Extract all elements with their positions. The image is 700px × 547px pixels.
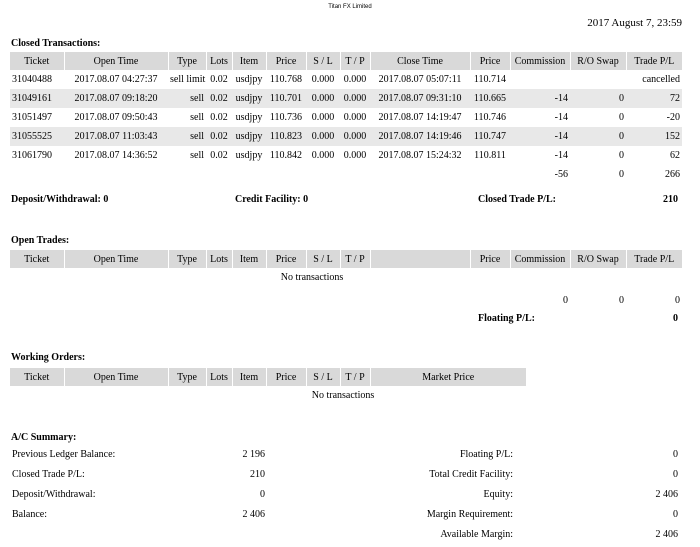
open-empty-message: No transactions: [280, 272, 344, 283]
column-header: Item: [232, 368, 266, 386]
table-cell: 2017.08.07 15:24:32: [378, 150, 462, 161]
ac-summary-title: A/C Summary:: [11, 432, 77, 443]
table-cell: 110.768: [269, 74, 303, 85]
open-trades-title: Open Trades:: [11, 235, 70, 246]
table-cell: 0.000: [340, 89, 370, 108]
column-header: Open Time: [64, 52, 168, 70]
column-header: Price: [266, 250, 306, 268]
column-header: Type: [168, 368, 206, 386]
summary-value: 0: [673, 509, 678, 520]
summary-value: 0: [673, 469, 678, 480]
closed-transactions-table: [10, 52, 682, 184]
credit-facility-label: Credit Facility: 0: [235, 194, 309, 205]
table-cell: sell: [168, 127, 206, 146]
summary-label: Deposit/Withdrawal:: [12, 489, 96, 500]
table-cell: 31040488: [12, 74, 52, 85]
table-cell: [510, 70, 570, 89]
table-cell: 72: [626, 89, 682, 108]
column-header: Open Time: [64, 250, 168, 268]
summary-label: Total Credit Facility:: [429, 469, 513, 480]
summary-label: Closed Trade P/L:: [12, 469, 85, 480]
column-header: Commission: [510, 52, 570, 70]
table-cell: 31051497: [12, 112, 52, 123]
table-row: [10, 127, 682, 146]
table-cell: 0.000: [311, 112, 335, 123]
working-empty-message: No transactions: [311, 390, 375, 401]
table-row: [10, 146, 682, 165]
column-header: Lots: [206, 52, 232, 70]
table-cell: usdjpy: [232, 127, 266, 146]
table-row: [10, 108, 682, 127]
summary-value: 0: [673, 449, 678, 460]
column-header: R/O Swap: [570, 52, 626, 70]
table-cell: 0: [570, 89, 626, 108]
column-header: S / L: [306, 52, 340, 70]
column-header: S / L: [306, 250, 340, 268]
column-header: Open Time: [64, 368, 168, 386]
table-cell: 110.736: [269, 112, 303, 123]
table-cell: 0.02: [206, 127, 232, 146]
summary-value: 2 406: [655, 489, 678, 500]
table-cell: 0.000: [311, 74, 335, 85]
table-cell: 2017.08.07 09:50:43: [74, 112, 158, 123]
closed-total-pl: 266: [665, 169, 680, 180]
column-header: Price: [266, 52, 306, 70]
table-cell: usdjpy: [235, 74, 263, 85]
summary-value: 210: [250, 469, 265, 480]
summary-label: Previous Ledger Balance:: [12, 449, 116, 460]
table-cell: 0.000: [306, 127, 340, 146]
table-cell: 110.811: [474, 150, 506, 161]
column-header: T / P: [340, 368, 370, 386]
table-cell: 0.000: [340, 127, 370, 146]
table-cell: 110.701: [266, 89, 306, 108]
closed-total-commission: -56: [554, 169, 568, 180]
table-cell: 0.000: [343, 150, 367, 161]
table-cell: [570, 70, 626, 89]
table-cell: 110.842: [269, 150, 303, 161]
table-cell: 110.823: [266, 127, 306, 146]
closed-header-row: [10, 52, 682, 70]
open-totals-row: [10, 291, 682, 310]
column-header: R/O Swap: [570, 250, 626, 268]
table-row: [10, 89, 682, 108]
table-cell: 0: [619, 150, 624, 161]
working-header-row: [10, 368, 682, 386]
table-cell: 2017.08.07 04:27:37: [74, 74, 158, 85]
table-cell: 0: [619, 112, 624, 123]
table-cell: sell: [168, 89, 206, 108]
summary-label: Equity:: [483, 489, 513, 500]
table-cell: 0.000: [343, 74, 367, 85]
summary-value: 0: [260, 489, 265, 500]
column-header: Type: [168, 250, 206, 268]
table-cell: 0.000: [311, 150, 335, 161]
table-cell: 0.000: [306, 89, 340, 108]
table-row: [10, 70, 682, 89]
summary-value: 2 406: [242, 509, 265, 520]
table-cell: -20: [666, 112, 680, 123]
summary-value: 2 196: [242, 449, 265, 460]
table-cell: -14: [554, 150, 568, 161]
summary-value: 2 406: [655, 529, 678, 540]
column-header: Price: [470, 52, 510, 70]
column-header: T / P: [340, 250, 370, 268]
column-header: Type: [168, 52, 206, 70]
closed-trade-pl-label: Closed Trade P/L:: [478, 194, 556, 205]
table-cell: 31061790: [12, 150, 52, 161]
column-header: Ticket: [10, 52, 64, 70]
open-total-pl: 0: [675, 295, 680, 306]
open-total-commission: 0: [563, 295, 568, 306]
table-cell: sell: [190, 150, 204, 161]
working-orders-table: [10, 368, 682, 405]
table-cell: 0.02: [210, 74, 228, 85]
summary-label: Available Margin:: [440, 529, 513, 540]
table-cell: 62: [670, 150, 680, 161]
table-cell: -14: [554, 112, 568, 123]
summary-label: Margin Requirement:: [426, 509, 513, 520]
table-cell: 152: [626, 127, 682, 146]
column-header: Close Time: [370, 52, 470, 70]
column-header: Price: [266, 368, 306, 386]
company-name: Titan FX Limited: [328, 4, 372, 10]
working-orders-title: Working Orders:: [11, 352, 86, 363]
table-cell: -14: [510, 127, 570, 146]
open-total-swap: 0: [619, 295, 624, 306]
table-cell: 2017.08.07 05:07:11: [378, 74, 462, 85]
table-cell: cancelled: [642, 74, 680, 85]
table-cell: 2017.08.07 14:36:52: [74, 150, 158, 161]
column-header: Ticket: [10, 368, 64, 386]
column-header: Trade P/L: [626, 250, 682, 268]
column-header: Lots: [206, 250, 232, 268]
floating-pl-label: Floating P/L:: [478, 313, 535, 324]
column-header: Ticket: [10, 250, 64, 268]
column-header: Item: [232, 250, 266, 268]
table-cell: 2017.08.07 14:19:47: [378, 112, 462, 123]
table-cell: 2017.08.07 14:19:46: [370, 127, 470, 146]
summary-label: Balance:: [12, 509, 47, 520]
summary-label: Floating P/L:: [459, 449, 513, 460]
report-date: 2017 August 7, 23:59: [587, 17, 682, 29]
closed-trade-pl-value: 210: [663, 194, 678, 205]
table-cell: usdjpy: [232, 89, 266, 108]
column-header: Commission: [510, 250, 570, 268]
table-cell: 110.665: [470, 89, 510, 108]
table-cell: 110.714: [473, 74, 507, 85]
table-cell: 2017.08.07 09:18:20: [64, 89, 168, 108]
open-header-row: [10, 250, 682, 268]
deposit-withdrawal-label: Deposit/Withdrawal: 0: [11, 194, 109, 205]
table-cell: 110.746: [473, 112, 507, 123]
column-header: Market Price: [370, 368, 526, 386]
table-cell: 0.000: [343, 112, 367, 123]
table-cell: 31049161: [10, 89, 64, 108]
open-trades-table: [10, 250, 682, 310]
floating-pl-value: 0: [673, 313, 678, 324]
table-cell: usdjpy: [235, 112, 263, 123]
table-cell: 0: [570, 127, 626, 146]
table-cell: sell: [190, 112, 204, 123]
column-header: Item: [232, 52, 266, 70]
table-cell: sell limit: [170, 74, 206, 85]
closed-transactions-title: Closed Transactions:: [11, 38, 101, 49]
table-cell: usdjpy: [235, 150, 263, 161]
table-cell: 0.02: [206, 89, 232, 108]
table-cell: 2017.08.07 09:31:10: [370, 89, 470, 108]
table-cell: -14: [510, 89, 570, 108]
column-header: [370, 250, 470, 268]
table-cell: 2017.08.07 11:03:43: [64, 127, 168, 146]
table-cell: 110.747: [470, 127, 510, 146]
column-header: Trade P/L: [626, 52, 682, 70]
closed-total-swap: 0: [619, 169, 624, 180]
column-header: Lots: [206, 368, 232, 386]
column-header: T / P: [340, 52, 370, 70]
column-header: Price: [470, 250, 510, 268]
column-header: S / L: [306, 368, 340, 386]
closed-totals-row: [10, 165, 682, 184]
table-cell: 0.02: [210, 112, 228, 123]
table-cell: 31055525: [10, 127, 64, 146]
table-cell: 0.02: [210, 150, 228, 161]
